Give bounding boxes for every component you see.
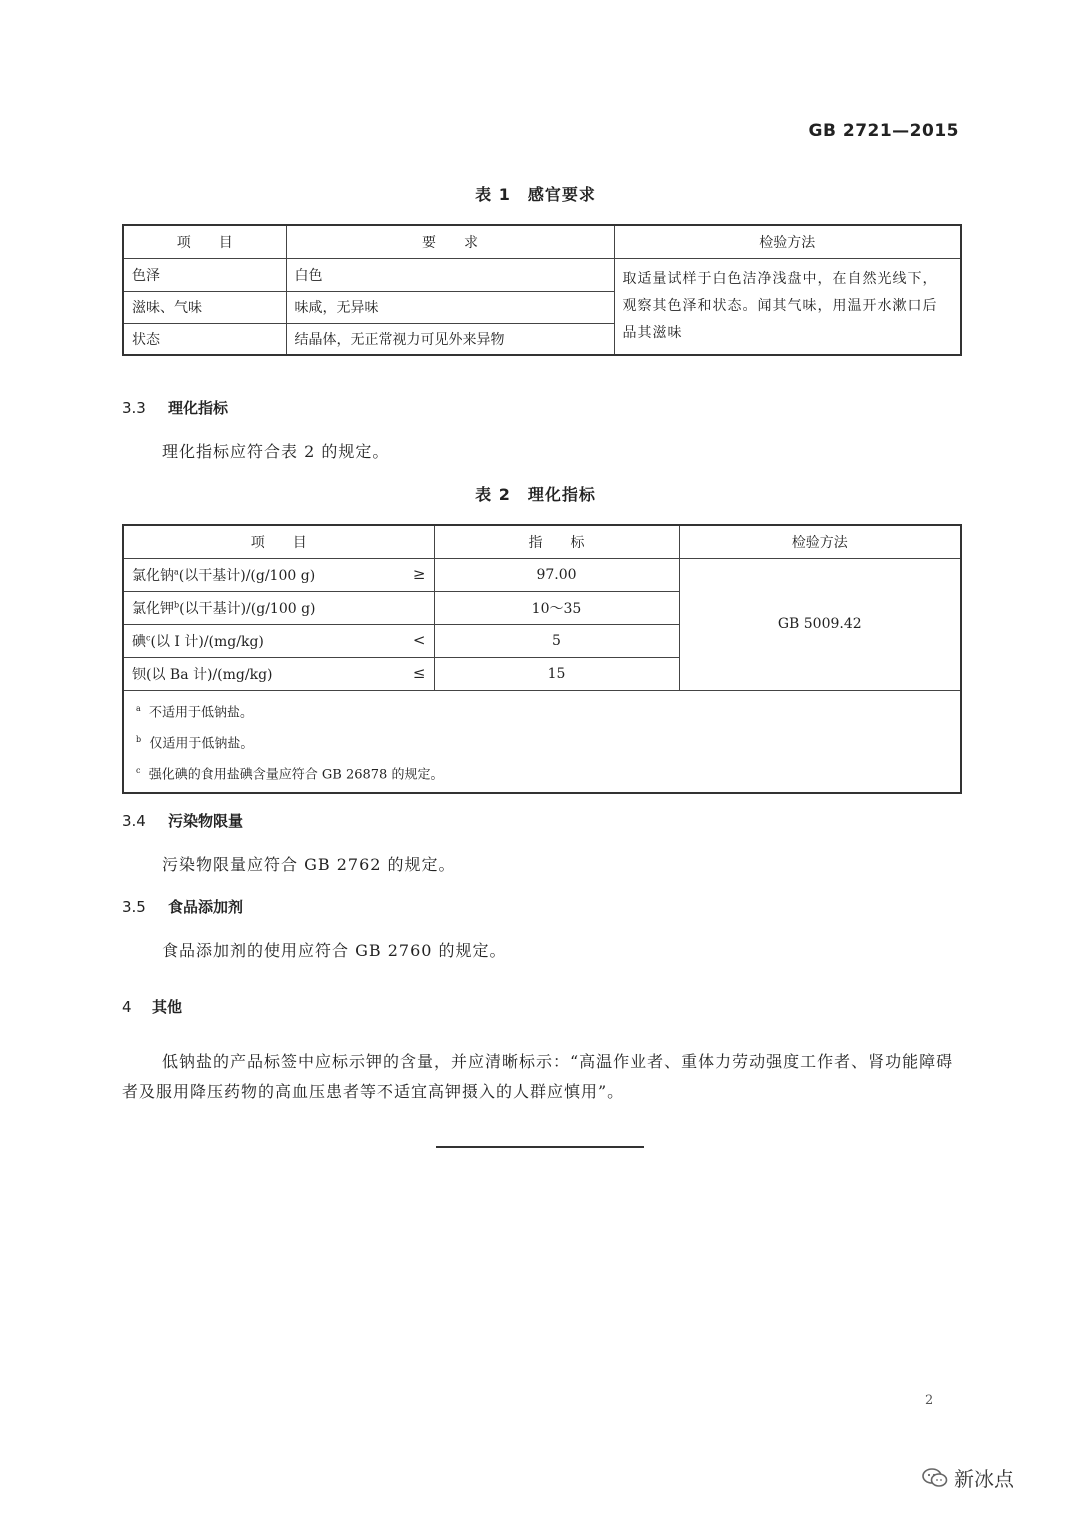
section-3-4-heading (122, 810, 243, 831)
row-requirement: 白色 (286, 258, 614, 291)
section-3-3-text: 理化指标应符合表 2 的规定。 (162, 442, 390, 461)
header-index: 指 标 (434, 525, 679, 558)
section-title: 污染物限量 (168, 812, 244, 830)
row-value: 15 (434, 657, 679, 690)
comparison-sign: ≥ (412, 564, 426, 583)
chat-bubbles-icon (922, 1467, 948, 1489)
physicochemical-table (122, 524, 962, 794)
footnote: $^c$ 强化碘的食用盐碘含量应符合 GB 26878 的规定。 (136, 766, 444, 783)
footnote: $^a$ 不适用于低钠盐。 (136, 703, 254, 720)
table2-caption: 表 2 理化指标 (475, 485, 596, 504)
row-item (123, 558, 434, 591)
row-value: 10～35 (434, 591, 679, 624)
section-title: 其他 (152, 998, 183, 1016)
comparison-sign: ≤ (412, 663, 426, 682)
row-item (123, 657, 434, 690)
item-name: 钡(以 Ba 计)/(mg/kg) (132, 666, 273, 683)
section-number: 4 (122, 998, 132, 1016)
section-4-heading (122, 996, 182, 1017)
table-row (123, 258, 961, 291)
watermark (922, 1463, 1014, 1492)
item-unit: (以干基计)/(g/100 g) (178, 567, 316, 584)
end-rule (436, 1146, 644, 1148)
row-item: 滋味、气味 (123, 291, 286, 323)
row-requirement: 结晶体，无正常视力可见外来异物 (286, 323, 614, 355)
table-row (123, 558, 961, 591)
section-3-5-text: 食品添加剂的使用应符合 GB 2760 的规定。 (162, 941, 507, 960)
item-name: 氯化钾 (132, 600, 174, 617)
header-method: 检验方法 (679, 525, 961, 558)
comparison-sign: < (412, 630, 426, 649)
section-4-text: 低钠盐的产品标签中应标示钾的含量，并应清晰标示：“高温作业者、重体力劳动强度工作者、肾功能障碍者及服用降压药物的高血压患者等不适宜高钾摄入的人群应慎用”。 (122, 1052, 954, 1101)
header-item: 项 目 (123, 225, 286, 258)
row-item: 状态 (123, 323, 286, 355)
row-value: 97.00 (434, 558, 679, 591)
item-unit: (以 I 计)/(mg/kg) (150, 633, 264, 650)
row-value: 5 (434, 624, 679, 657)
section-3-4-text: 污染物限量应符合 GB 2762 的规定。 (162, 855, 456, 874)
inspection-method: 取适量试样于白色洁净浅盘中，在自然光线下，观察其色泽和状态。闻其气味，用温开水漱口后品其滋味 (614, 258, 961, 355)
footnote: $^b$ 仅适用于低钠盐。 (136, 734, 254, 752)
footnote-mark: b (174, 599, 180, 609)
section-3-5-heading (122, 896, 243, 917)
standard-code: GB 2721—2015 (808, 121, 959, 141)
row-item: 色泽 (123, 258, 286, 291)
section-number: 3.3 (122, 399, 146, 417)
section-title: 理化指标 (168, 399, 229, 417)
header-requirement: 要 求 (286, 225, 614, 258)
section-number: 3.5 (122, 898, 146, 916)
footnote-mark: a (174, 566, 179, 576)
section-3-3-heading (122, 397, 228, 418)
header-item: 项 目 (123, 525, 434, 558)
section-number: 3.4 (122, 812, 146, 830)
table1-caption: 表 1 感官要求 (475, 185, 596, 204)
row-item (123, 624, 434, 657)
page-number: 2 (925, 1393, 934, 1408)
sensory-table (122, 224, 962, 356)
row-requirement: 味咸，无异味 (286, 291, 614, 323)
header-method: 检验方法 (614, 225, 961, 258)
section-title: 食品添加剂 (168, 898, 244, 916)
footnote-mark: c (146, 632, 151, 642)
item-unit: (以干基计)/(g/100 g) (179, 600, 316, 617)
watermark-text: 新冰点 (954, 1467, 1014, 1491)
item-name: 氯化钠 (132, 567, 174, 584)
item-name: 碘 (132, 633, 146, 650)
inspection-method: GB 5009.42 (679, 558, 961, 690)
row-item (123, 591, 434, 624)
table-notes (123, 690, 961, 793)
